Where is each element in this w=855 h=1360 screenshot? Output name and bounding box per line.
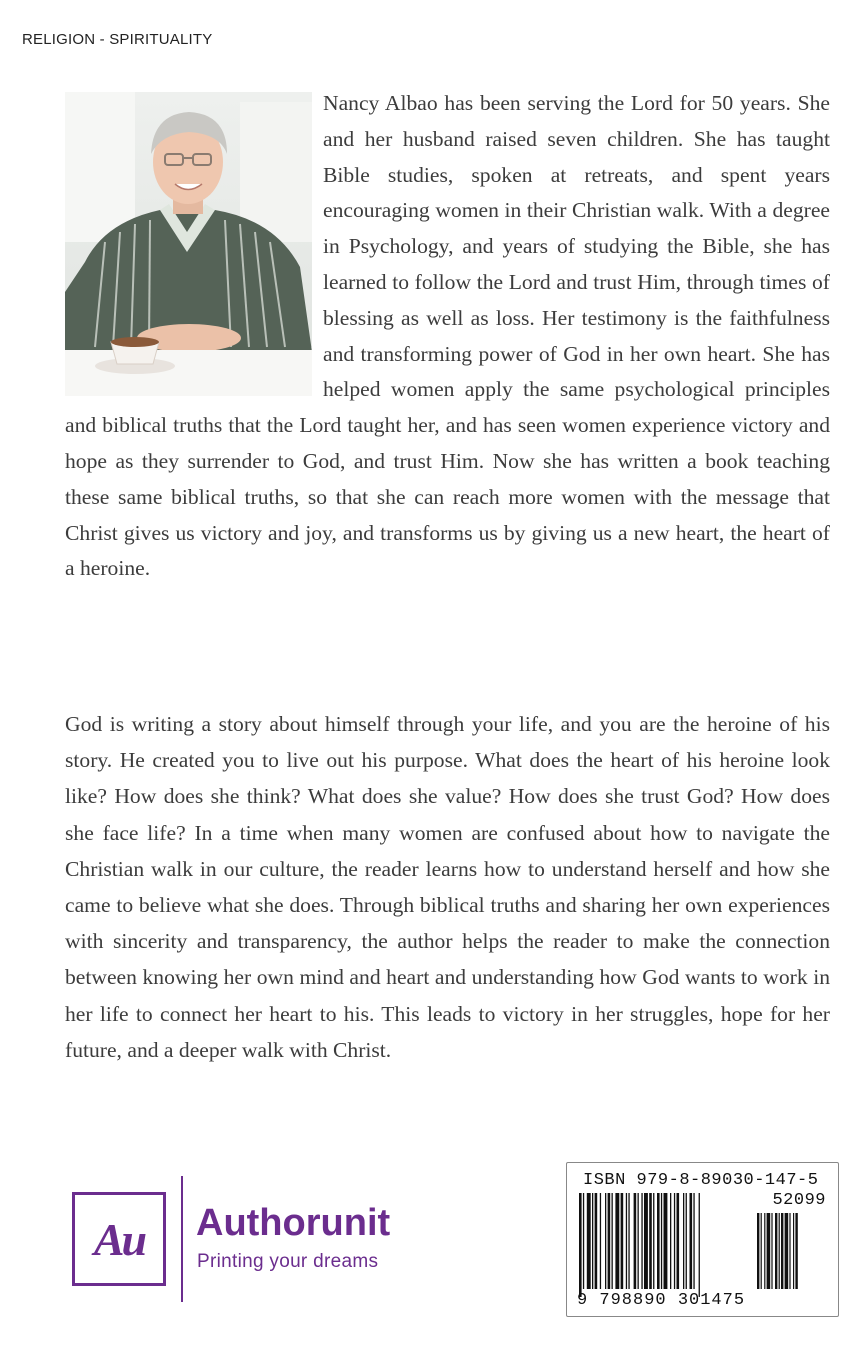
logo-divider	[181, 1176, 183, 1302]
ean-digits: 9 798890 301475	[577, 1291, 746, 1310]
publisher-logo-mark	[72, 1192, 166, 1286]
photo-wrap-spacer	[65, 86, 323, 406]
publisher-logo-monogram: Au	[93, 1213, 145, 1265]
publisher-tagline: Printing your dreams	[197, 1251, 379, 1272]
publisher-name: Authorunit	[196, 1202, 391, 1244]
price-code: 52099	[772, 1191, 826, 1210]
author-bio	[65, 86, 830, 587]
book-category: RELIGION - SPIRITUALITY	[22, 31, 213, 48]
isbn-barcode	[566, 1162, 839, 1317]
book-description: God is writing a story about himself through your life, and you are the heroine of his story. He created you to live out his purpose. What does the heart of his heroine look like? How does she think? What does she value? How does she trust God? How does she face life? In a time when many women are confused about how to navigate the Christian walk in our culture, the reader learns how to understand herself and how she came to believe what she does. Through biblical truths and sharing her own experiences with sincerity and transparency, the author helps the reader to make the connection between knowing her own mind and heart and understanding how God wants to work in her life to connect her heart to his. This leads to victory in her struggles, hope for her future, and a deeper walk with Christ.	[65, 712, 830, 1062]
isbn-label: ISBN 979-8-89030-147-5	[583, 1171, 819, 1190]
author-bio-text: Nancy Albao has been serving the Lord for 50 years. She and her husband raised seven children. She has taught Bible studies, spoken at retreats, and spent years encouraging women in their Christian walk. With a degree in Psychology, and years of studying the Bible, she has learned to follow the Lord and trust Him, through times of blessing as well as loss. Her testimony is the faithfulness and transforming power of God in her own heart. She has helped women apply the same psychological principles and biblical truths that the Lord taught her, and has seen women experience victory and hope as they surrender to God, and trust Him. Now she has written a book teaching these same biblical truths, so that she can reach more women with the message that Christ gives us victory and joy, and transforms us by giving us a new heart, the heart of a heroine.	[65, 91, 830, 581]
